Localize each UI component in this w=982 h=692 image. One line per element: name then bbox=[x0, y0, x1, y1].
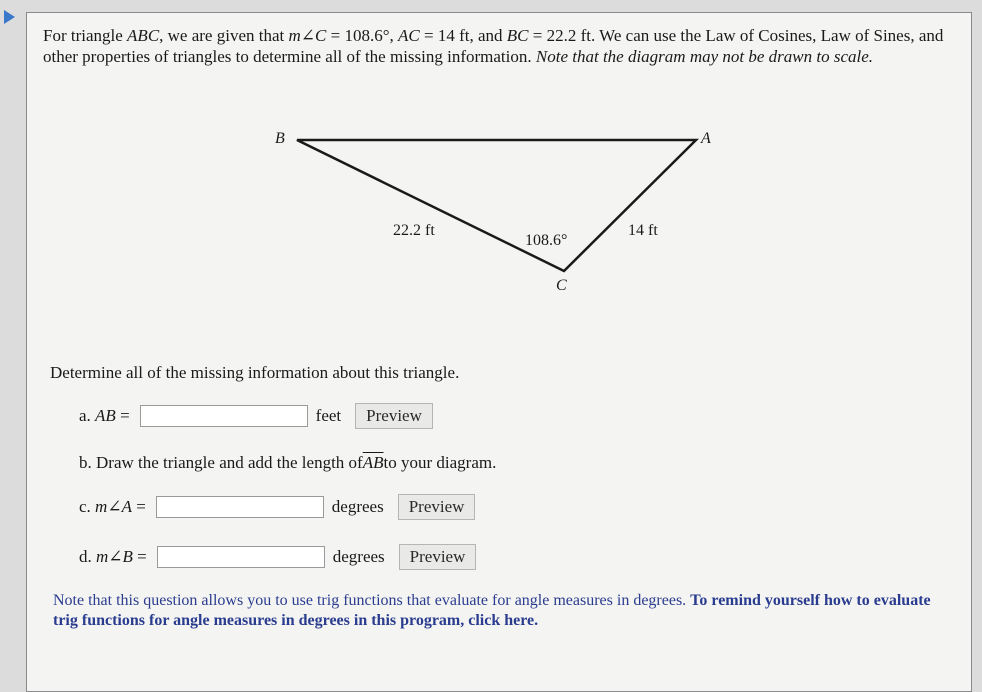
triangle-shape bbox=[297, 140, 696, 271]
instruction-text: Determine all of the missing information about this triangle. bbox=[50, 363, 460, 382]
part-b-row: b. Draw the triangle and add the length of $\overline{AB}$ to your diagram. bbox=[79, 453, 497, 472]
ab-length-input[interactable] bbox=[140, 405, 308, 427]
angle-a-input[interactable] bbox=[156, 496, 324, 518]
play-icon[interactable] bbox=[4, 10, 15, 24]
part-d-row bbox=[79, 544, 476, 570]
preview-button-angle-a[interactable]: Preview bbox=[398, 494, 476, 520]
scale-note: Note that the diagram may not be drawn to scale. bbox=[535, 47, 874, 66]
preview-button-ab[interactable]: Preview bbox=[355, 403, 433, 429]
trig-help-link[interactable]: To remind yourself how to evaluate trig functions for angle measures in degrees in this program, click here. bbox=[53, 592, 931, 629]
side-bc-label: 22.2 ft bbox=[393, 222, 435, 239]
angle-c-label: 108.6° bbox=[525, 232, 568, 249]
question-panel bbox=[26, 12, 972, 692]
part-d-label: d. m∠B = bbox=[79, 547, 147, 566]
part-a-label: a. AB = bbox=[79, 406, 130, 425]
angle-b-input[interactable] bbox=[157, 546, 325, 568]
side-ac-label: 14 ft bbox=[628, 222, 658, 239]
degrees-unit-label-b: degrees bbox=[332, 547, 385, 566]
part-a-row bbox=[79, 403, 433, 429]
vertex-b-label: B bbox=[275, 130, 285, 147]
triangle-diagram bbox=[27, 13, 971, 353]
part-c-label: c. m∠A = bbox=[79, 497, 146, 516]
trig-note: Note that this question allows you to use trig functions that evaluate for angle measures in degrees. To remind yourself how to evaluate trig functions for angle measures in degrees in this program, click here. bbox=[53, 592, 931, 629]
degrees-unit-label-a: degrees bbox=[331, 497, 384, 516]
part-c-row bbox=[79, 494, 475, 520]
problem-statement: For triangle ABC, we are given that m∠C = 108.6°, AC = 14 ft, and BC = 22.2 ft. We can use the Law of Cosines, Law of Sines, and other properties of triangles to determine all of the missing information. Note that the diagram may not be drawn to scale. bbox=[43, 26, 944, 66]
vertex-a-label: A bbox=[701, 130, 711, 147]
feet-unit-label: feet bbox=[315, 406, 342, 425]
vertex-c-label: C bbox=[556, 277, 567, 294]
preview-button-angle-b[interactable]: Preview bbox=[399, 544, 477, 570]
